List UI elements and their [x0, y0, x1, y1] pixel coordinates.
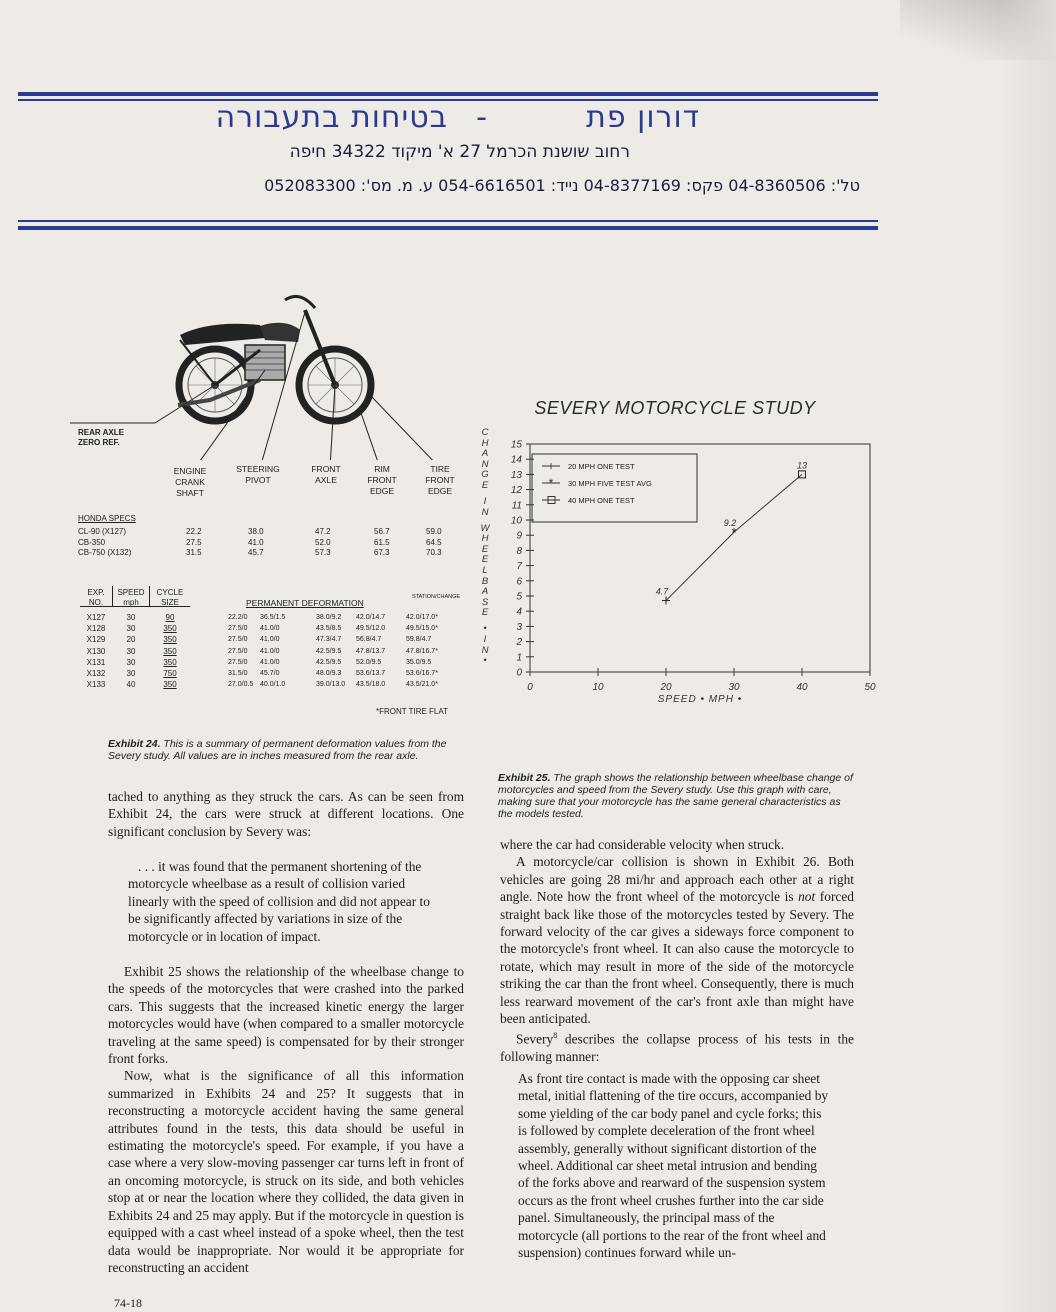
right-quote: As front tire contact is made with the opposing car sheet metal, initial flattening of the tire occurs, accompanied by some yielding of the car body panel and cycle forks; this is followed by complete deceleration of the front wheel assembly, generally without significant distortion of the wheel. Additional car sheet metal intrusion and bending of the forks above and rearward of the suspension system occurs as the front wheel crushes further into the car side panel. Simultaneously, the principal mass of the motorcycle (all portions to the rear of the front wheel and suspension) continues forward while un-: [518, 1071, 829, 1261]
x-tick-label: 50: [864, 682, 876, 693]
def-speed: 20: [126, 635, 136, 645]
rear-axle-ref-line1: REAR AXLE: [78, 428, 124, 437]
spec-value: 57.3: [315, 548, 331, 557]
legend-label: 20 MPH ONE TEST: [568, 462, 635, 471]
point-label: 4.7: [655, 586, 669, 597]
def-value: 49.5/15.0*: [406, 625, 438, 633]
y-label-letter: A: [481, 586, 489, 598]
spec-value: 27.5: [186, 537, 202, 547]
def-speed: 40: [126, 680, 136, 690]
point-label: 9.2: [723, 518, 737, 529]
trend-line: [734, 474, 802, 532]
left-para-3: Now, what is the significance of all this information summarized in Exhibits 24 and 25? It suggests that in reconstructing a motorcycle accident having the same general attributes found in the tests, this data should be useful in estimating the motorcycle's speed. For example, if you have a case where a very slow-moving passenger car turns left in front of an oncoming motorcycle, is struck on its side, and both vehicles stop at or near the location where they collided, the data given in Exhibits 24 and 25 may apply. But if the motorcycle in question is equipped with a cast wheel instead of a spoke wheel, then the test data would be inappropriate. Nor would it be appropriate for reconstructing an accident: [108, 1068, 464, 1275]
def-speed: 30: [126, 624, 136, 634]
def-size: 90: [165, 613, 175, 622]
y-label-letter: E: [481, 543, 489, 555]
def-value: 53.6/13.7: [356, 670, 386, 677]
rear-axle-ref-line2: ZERO REF.: [78, 438, 120, 447]
letterhead-rule-bottom: [18, 226, 878, 230]
letterhead-name: דורון פת: [586, 100, 700, 135]
right-para-3: Severy$^8$ describes the collapse process of his tests in the following manner:: [500, 1031, 854, 1065]
def-speed: 30: [126, 613, 136, 622]
head-permanent-deformation: PERMANENT DEFORMATION: [246, 598, 364, 608]
y-tick-label: 2: [516, 637, 522, 649]
def-value: 48.0/9.3: [316, 670, 342, 677]
spec-model: CL-90 (X127): [78, 527, 127, 536]
spec-value: 52.0: [315, 537, 331, 547]
y-tick-label: 10: [510, 515, 522, 527]
y-label-letter: E: [481, 607, 489, 619]
left-column-text-2: [108, 963, 464, 1276]
y-tick-label: 3: [516, 621, 522, 633]
def-speed: 30: [126, 646, 136, 656]
exhibit24-caption-label: Exhibit 24.: [108, 738, 161, 750]
y-label-letter: H: [481, 533, 489, 545]
right-column-text: [500, 836, 854, 1066]
left-column-text: [108, 788, 464, 840]
legend-marker: *: [548, 476, 554, 490]
left-quote: . . . it was found that the permanent shortening of the motorcycle wheelbase as a result of collision varied linearly with the speed of collision and did not appear to be significantly affected by variations in size of the motorcycle or in location of impact.: [128, 859, 430, 944]
x-tick-label: 20: [660, 682, 672, 693]
def-exp: X129: [86, 635, 106, 645]
footnote-front-tire-flat: *FRONT TIRE FLAT: [376, 707, 449, 716]
y-tick-label: 5: [516, 591, 522, 603]
head-station-change: STATION/CHANGE: [412, 594, 461, 600]
def-value: 38.0/9.2: [316, 614, 342, 621]
def-exp: X130: [86, 646, 106, 656]
trend-line: [666, 532, 734, 600]
honda-specs-title: HONDA SPECS: [78, 514, 136, 523]
head-speed: SPEED mph: [117, 588, 145, 607]
y-tick-label: 6: [516, 576, 522, 588]
exhibit24-caption-text: This is a summary of permanent deformation values from the Severy study. All values are in inches measured from the rear axle.: [108, 738, 447, 762]
y-label-letter: A: [481, 448, 489, 460]
def-value: 42.0/17.0*: [406, 614, 438, 621]
def-value: 27.5/0: [228, 647, 248, 655]
def-value: 43.5/21.0*: [406, 681, 438, 689]
def-exp: X127: [86, 613, 106, 622]
y-label-letter: I: [483, 634, 487, 645]
def-value: 40.0/1.0: [260, 681, 286, 689]
head-cycle: CYCLE SIZE: [156, 588, 184, 607]
def-value: 41.0/0: [260, 636, 280, 644]
def-value: 53.6/16.7*: [406, 670, 438, 677]
exhibit25-caption: [498, 772, 856, 820]
legend-label: 30 MPH FIVE TEST AVG: [568, 479, 652, 488]
y-tick-label: 11: [511, 500, 522, 512]
exhibit24-caption: [108, 738, 473, 762]
x-axis-label: SPEED • MPH •: [657, 694, 743, 705]
y-label-letter: E: [481, 480, 489, 491]
chart-title: SEVERY MOTORCYCLE STUDY: [534, 398, 816, 418]
y-tick-label: 15: [510, 439, 522, 451]
col-head-front-axle: FRONT AXLE: [311, 464, 341, 485]
y-label-letter: N: [481, 458, 489, 470]
x-tick-label: 30: [728, 682, 740, 693]
y-label-letter: N: [481, 506, 489, 518]
def-size: 350: [163, 635, 177, 645]
y-label-letter: E: [481, 554, 489, 566]
right-para-1: where the car had considerable velocity when struck.: [500, 837, 785, 852]
def-value: 41.0/0: [260, 625, 280, 633]
left-para-1: tached to anything as they struck the cars. As can be seen from Exhibit 24, the cars were struck at different locations. One significant conclusion by Severy was:: [108, 789, 464, 839]
letterhead-rule-top-thin: [18, 99, 878, 101]
y-tick-label: 4: [516, 606, 522, 618]
y-label-letter: N: [481, 644, 489, 656]
letterhead-contacts: טל': 04-8360506 פקס: 04-8377169 נייד: 054-6616501 ע. מ. מס': 052083300: [264, 176, 860, 195]
spec-value: 22.2: [186, 527, 202, 536]
letterhead-dash: -: [476, 100, 488, 135]
def-value: 45.7/0: [260, 670, 280, 677]
spec-value: 41.0: [248, 537, 264, 547]
letterhead-address: רחוב שושנת הכרמל 27 א' מיקוד 34322 חיפה: [289, 142, 630, 162]
def-value: 31.5/0: [228, 670, 248, 677]
def-size: 350: [163, 680, 177, 690]
y-tick-label: 13: [510, 469, 522, 481]
x-tick-label: 0: [527, 682, 533, 693]
y-label-letter: •: [483, 655, 487, 667]
legend-marker: +: [547, 459, 555, 473]
spec-model: CB-750 (X132): [78, 548, 132, 557]
def-value: 43.5/8.5: [316, 625, 342, 633]
y-tick-label: 1: [516, 652, 522, 664]
def-value: 41.0/0: [260, 647, 280, 655]
def-value: 27.5/0: [228, 658, 248, 666]
y-label-letter: G: [481, 469, 489, 481]
chart-plot: [490, 432, 890, 717]
y-tick-label: 8: [516, 545, 522, 557]
def-value: 52.0/9.5: [356, 658, 382, 666]
y-tick-label: 9: [516, 530, 522, 542]
letterhead-rule-top: [18, 92, 878, 96]
col-head-tire: TIRE FRONT EDGE: [425, 464, 455, 496]
def-size: 350: [163, 624, 177, 634]
y-label-letter: S: [481, 596, 489, 608]
spec-value: 67.3: [374, 548, 390, 557]
col-head-steering: STEERING PIVOT: [236, 464, 280, 485]
x-tick-label: 40: [796, 682, 808, 693]
def-value: 22.2/0: [228, 614, 248, 621]
spec-value: 61.5: [374, 537, 390, 547]
head-exp: EXP. NO.: [87, 588, 105, 607]
y-tick-label: 7: [516, 561, 522, 573]
point-label: 13: [796, 460, 808, 471]
def-value: 59.8/4.7: [406, 636, 432, 644]
def-size: 750: [163, 669, 177, 678]
def-value: 27.5/0: [228, 636, 248, 644]
def-value: 27.0/0.5: [228, 681, 254, 689]
legend-label: 40 MPH ONE TEST: [568, 496, 635, 505]
left-para-2: Exhibit 25 shows the relationship of the wheelbase change to the speeds of the motorcycles that were crashed into the parked cars. This suggests that the increased kinetic energy the larger motorcycles would have (when compared to a smaller motorcycle traveling at the same speed) is compensated for by their stronger front forks.: [108, 964, 464, 1067]
y-tick-label: 14: [510, 454, 522, 466]
letterhead-tagline: בטיחות בתעבורה: [215, 100, 448, 135]
col-head-engine: ENGINE CRANK SHAFT: [173, 466, 207, 498]
spec-value: 47.2: [315, 527, 331, 536]
y-label-letter: I: [483, 496, 487, 507]
def-value: 56.8/4.7: [356, 636, 382, 644]
def-value: 42.5/9.5: [316, 647, 342, 655]
def-value: 39.0/13.0: [316, 681, 346, 689]
def-size: 350: [163, 646, 177, 656]
point-marker: *: [731, 525, 737, 541]
def-speed: 30: [126, 669, 136, 678]
exhibit25-caption-label: Exhibit 25.: [498, 772, 551, 784]
spec-value: 59.0: [426, 527, 442, 536]
def-value: 36.5/1.5: [260, 614, 286, 621]
def-value: 43.5/18.0: [356, 681, 386, 689]
def-size: 350: [163, 657, 177, 667]
def-exp: X128: [86, 624, 106, 634]
def-value: 27.5/0: [228, 625, 248, 633]
spec-value: 56.7: [374, 527, 390, 536]
letterhead-rule-bottom-thin: [18, 220, 878, 222]
def-exp: X133: [86, 680, 106, 690]
spec-value: 45.7: [248, 548, 264, 557]
spec-value: 31.5: [186, 548, 202, 557]
y-label-letter: B: [481, 575, 489, 587]
col-head-rim: RIM FRONT EDGE: [367, 464, 397, 496]
def-exp: X132: [86, 669, 106, 678]
y-label-letter: •: [483, 623, 487, 635]
y-tick-label: 0: [516, 667, 522, 679]
def-value: 47.3/4.7: [316, 636, 342, 644]
def-value: 42.5/9.5: [316, 658, 342, 666]
def-value: 42.0/14.7: [356, 614, 386, 621]
y-label-letter: L: [482, 565, 488, 576]
spec-value: 64.5: [426, 537, 442, 547]
def-value: 47.8/13.7: [356, 647, 386, 655]
exhibit25-caption-text: The graph shows the relationship between wheelbase change of motorcycles and speed from the Severy study. Use this graph with care, making sure that your motorcycle has the same general characteristics as the models tested.: [498, 772, 853, 820]
def-value: 41.0/0: [260, 658, 280, 666]
spec-model: CB-350: [78, 537, 106, 547]
def-value: 49.5/12.0: [356, 625, 386, 633]
right-para-2: A motorcycle/car collision is shown in Exhibit 26. Both vehicles are going 28 mi/hr and approach each other at a right angle. Note how the front wheel of the motorcycle is not forced straight back like those of the motorcycles tested by Severy. The forward velocity of the car gives a sideways force component to the motorcycle's front wheel. It can also cause the motorcycle to rotate, which may result in more of the side of the motorcycle striking the car than the front wheel. Consequently, there is much less rearward movement of the car's front axle than might have been anticipated.: [500, 854, 854, 1027]
def-value: 35.0/9.5: [406, 658, 432, 666]
page-number: 74-18: [114, 1296, 142, 1310]
y-tick-label: 12: [510, 485, 522, 497]
y-label-letter: W: [480, 522, 490, 534]
def-speed: 30: [126, 657, 136, 667]
x-tick-label: 10: [592, 682, 604, 693]
page-shadow-right: [1000, 0, 1056, 1312]
y-label-letter: C: [481, 427, 489, 438]
y-label-letter: H: [481, 437, 489, 449]
spec-value: 70.3: [426, 548, 442, 557]
def-value: 47.8/16.7*: [406, 647, 438, 655]
spec-value: 38.0: [248, 527, 264, 536]
def-exp: X131: [86, 657, 106, 667]
